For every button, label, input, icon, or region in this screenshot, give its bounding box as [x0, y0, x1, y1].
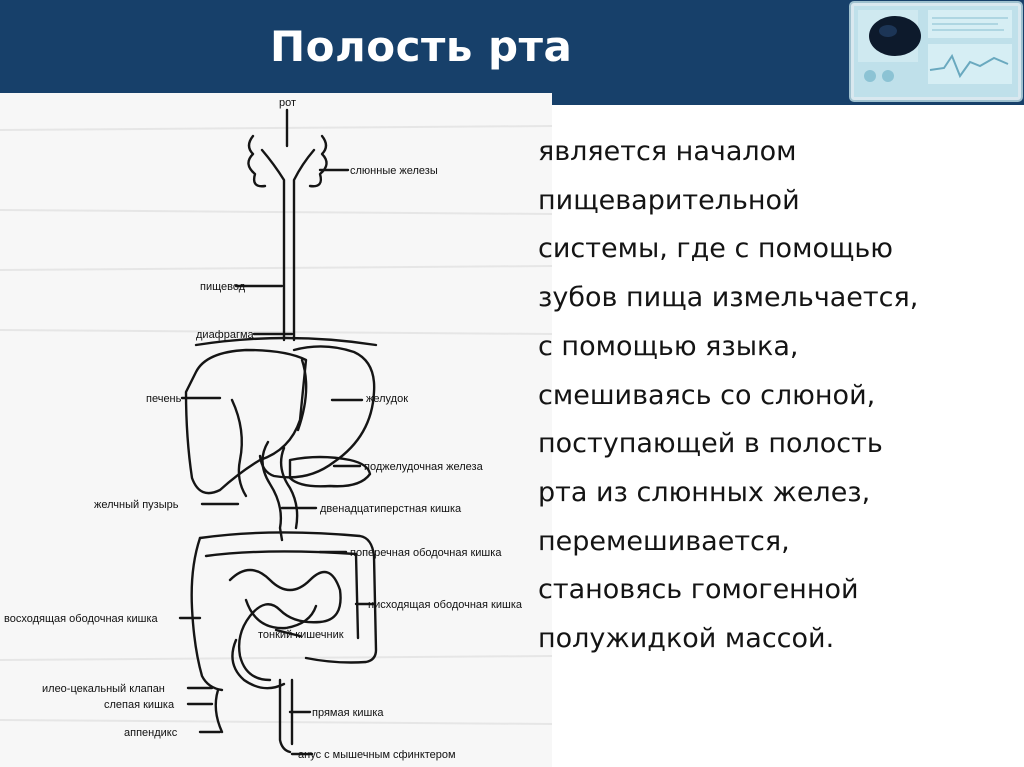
label-diaphragm: диафрагма [196, 329, 254, 341]
label-ascending-colon: восходящая ободочная кишка [4, 613, 158, 625]
body-line: является началом [538, 136, 797, 167]
label-transverse-colon: поперечная ободочная кишка [350, 547, 502, 559]
label-esophagus: пищевод [200, 281, 246, 293]
label-salivary-glands: слюнные железы [350, 165, 438, 177]
label-cecum: слепая кишка [104, 699, 175, 711]
body-line: полужидкой массой. [538, 623, 835, 655]
body-line: становясь гомогенной [538, 574, 859, 606]
body-line: поступающей в полость [538, 428, 883, 460]
body-line: рта из слюнных желез, [538, 476, 871, 508]
body-line: с помощью языка, [538, 330, 799, 362]
label-descending-colon: нисходящая ободочная кишка [368, 599, 523, 611]
label-anus: анус с мышечным сфинктером [298, 749, 456, 761]
slide-title: Полость рта [270, 22, 573, 71]
slide-body-text [538, 128, 1008, 664]
label-appendix: аппендикс [124, 727, 178, 739]
label-gallbladder: желчный пузырь [94, 499, 179, 511]
brain-monitor-image [848, 0, 1024, 103]
body-line: зубов пища измельчается, [538, 282, 919, 314]
label-mouth: рот [279, 97, 297, 109]
label-pancreas: поджелудочная железа [364, 461, 483, 473]
body-line: системы, где с помощью [538, 233, 894, 265]
label-small-intestine: тонкий кишечник [258, 629, 344, 641]
body-line: перемешивается, [538, 525, 790, 557]
body-line: пищеварительной [538, 184, 800, 216]
label-ileocecal-valve: илео-цекальный клапан [42, 683, 165, 695]
label-duodenum: двенадцатиперстная кишка [320, 503, 462, 515]
label-stomach: желудок [366, 393, 409, 405]
digestive-system-diagram [0, 93, 552, 767]
body-line: смешиваясь со слюной, [538, 379, 876, 411]
label-liver: печень [146, 393, 182, 405]
label-rectum: прямая кишка [312, 707, 384, 719]
